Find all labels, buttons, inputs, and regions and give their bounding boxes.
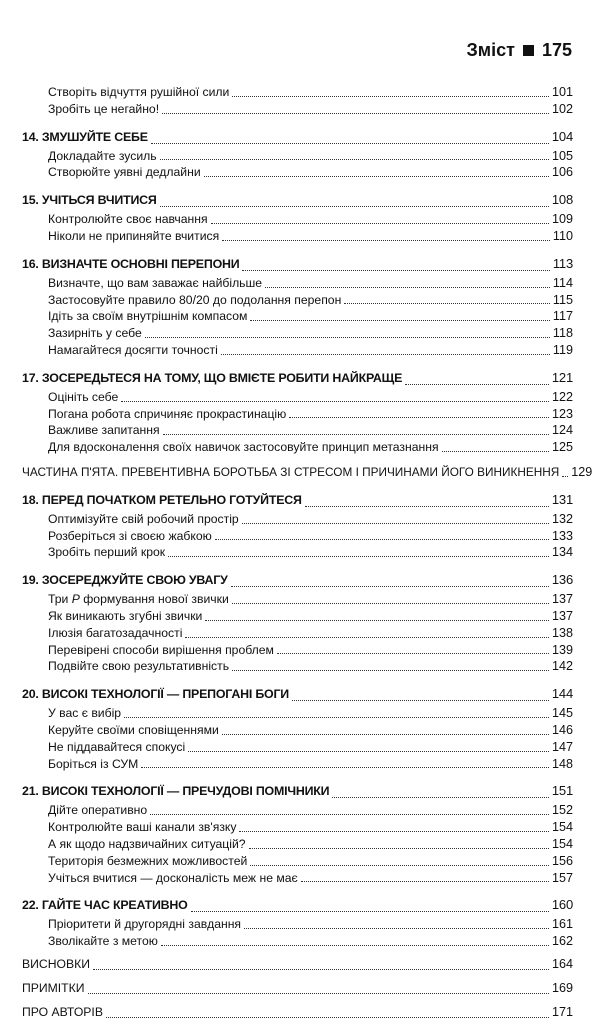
- dot-leader: [121, 401, 549, 402]
- dot-leader: [305, 506, 549, 507]
- toc-entry-title: ПРИМІТКИ: [22, 980, 85, 995]
- toc-entry-page: 117: [552, 309, 573, 324]
- dot-leader: [277, 653, 549, 654]
- dot-leader: [161, 945, 549, 946]
- dot-leader: [232, 96, 549, 97]
- toc-entry-page: 102: [551, 101, 573, 116]
- toc-entry-page: 114: [552, 275, 573, 290]
- toc-entry-page: 164: [551, 956, 573, 971]
- toc-entry-page: 160: [551, 897, 573, 913]
- dot-leader: [151, 143, 549, 144]
- toc-entry-page: 121: [551, 369, 573, 385]
- toc-entry-title: ПРО АВТОРІВ: [22, 1004, 103, 1019]
- toc-entry-page: 132: [551, 511, 573, 526]
- toc-entry: [22, 528, 573, 545]
- toc-entry-page: 134: [551, 545, 573, 560]
- toc-entry: [22, 464, 593, 481]
- toc-entry-title: Створюйте уявні дедлайни: [48, 165, 201, 180]
- toc-entry: [22, 933, 573, 950]
- dot-leader: [244, 928, 549, 929]
- toc-entry-title: 14. ЗМУШУЙТЕ СЕБЕ: [22, 129, 148, 144]
- toc-entry-title: Три Р формування нової звички: [48, 592, 229, 607]
- dot-leader: [106, 1017, 549, 1018]
- dot-leader: [289, 417, 549, 418]
- toc-entry-page: 157: [551, 870, 573, 885]
- toc-entry-page: 131: [551, 491, 573, 507]
- toc-entry-page: 109: [551, 212, 573, 227]
- toc-entry: [22, 389, 573, 406]
- toc-entry: [22, 211, 573, 228]
- dot-leader: [249, 848, 549, 849]
- toc-entry-page: 136: [551, 572, 573, 588]
- toc-entry: [22, 148, 573, 165]
- toc-entry-page: 125: [551, 440, 573, 455]
- toc-entry-title: Докладайте зусиль: [48, 148, 157, 163]
- toc-entry-title: 22. ГАЙТЕ ЧАС КРЕАТИВНО: [22, 898, 188, 913]
- dot-leader: [265, 287, 550, 288]
- page-number: 175: [541, 40, 572, 60]
- toc-entry-page: 108: [551, 192, 573, 208]
- toc-entry: [22, 342, 573, 359]
- toc-entry: [22, 406, 573, 423]
- toc-entry: [22, 625, 573, 642]
- toc-entry: [22, 756, 573, 773]
- toc-entry: [22, 164, 573, 181]
- toc-entry-title: Важливе запитання: [48, 423, 160, 438]
- toc-entry-title: Зволікайте з метою: [48, 934, 158, 949]
- dot-leader: [232, 670, 549, 671]
- toc-entry: [22, 802, 573, 819]
- dot-leader: [292, 700, 549, 701]
- dot-leader: [150, 814, 549, 815]
- toc-entry-title: Оптимізуйте свій робочий простір: [48, 511, 239, 526]
- dot-leader: [250, 320, 550, 321]
- toc-entry-title: Не піддавайтеся спокусі: [48, 739, 186, 754]
- toc-entry: [22, 228, 573, 245]
- toc-entry-title: Ніколи не припиняйте вчитися: [48, 228, 220, 243]
- toc-entry-page: 122: [551, 389, 573, 404]
- toc-entry: [22, 954, 573, 974]
- toc-entry-title: Керуйте своїми сповіщеннями: [48, 722, 219, 737]
- toc-entry-page: 169: [551, 980, 573, 995]
- toc-entry-page: 106: [551, 165, 573, 180]
- toc-entry-page: 142: [551, 659, 573, 674]
- dot-leader: [188, 751, 549, 752]
- dot-leader: [332, 797, 549, 798]
- toc-entry-title: А як щодо надзвичайних ситуацій?: [48, 836, 246, 851]
- toc-entry: [22, 739, 573, 756]
- toc-entry-page: 101: [551, 85, 573, 99]
- dot-leader: [168, 556, 549, 557]
- dot-leader: [88, 993, 549, 994]
- toc-entry-page: 115: [552, 292, 573, 307]
- dot-leader: [160, 159, 549, 160]
- toc-entry-page: 139: [551, 642, 573, 657]
- toc-entry-title: 19. ЗОСЕРЕДЖУЙТЕ СВОЮ УВАГУ: [22, 573, 228, 588]
- dot-leader: [222, 240, 550, 241]
- dot-leader: [191, 911, 549, 912]
- toc-entry-title: Учіться вчитися — досконалість меж не має: [48, 870, 298, 885]
- toc-entry: [22, 189, 573, 211]
- toc-entry-page: 129: [571, 464, 593, 479]
- dot-leader: [231, 586, 549, 587]
- toc-entry: [22, 325, 573, 342]
- toc-entry: [22, 308, 573, 325]
- toc-entry-page: 118: [552, 326, 573, 341]
- dot-leader: [215, 539, 549, 540]
- dot-leader: [239, 831, 549, 832]
- toc-entry-page: 110: [552, 228, 573, 243]
- toc-entry: [22, 642, 573, 659]
- toc-entry: [22, 722, 573, 739]
- dot-leader: [250, 865, 549, 866]
- dot-leader: [221, 354, 550, 355]
- toc-entry-title: Погана робота спричиняє прокрастинацію: [48, 406, 287, 421]
- toc-entry-page: 171: [551, 1004, 573, 1019]
- toc-entry-title: 15. УЧІТЬСЯ ВЧИТИСЯ: [22, 193, 157, 208]
- running-title: Зміст: [466, 40, 515, 60]
- toc-entry: [22, 916, 573, 933]
- toc-entry-page: 147: [551, 739, 573, 754]
- toc-entry-title: Зазирніть у себе: [48, 326, 142, 341]
- toc-entry-title: Подвійте свою результативність: [48, 659, 230, 674]
- toc-entry-page: 152: [551, 803, 573, 818]
- toc-entry: [22, 894, 573, 916]
- toc-entry: [22, 101, 573, 118]
- toc-entry: [22, 658, 573, 675]
- dot-leader: [163, 434, 549, 435]
- toc-entry: [22, 608, 573, 625]
- dot-leader: [162, 113, 549, 114]
- toc-entry: [22, 819, 573, 836]
- toc-entry: [22, 126, 573, 148]
- toc-entry-page: 119: [552, 342, 573, 357]
- toc-entry-title: Оцініть себе: [48, 389, 119, 404]
- dot-leader: [141, 767, 549, 768]
- toc-entry-title: ЧАСТИНА П'ЯТА. ПРЕВЕНТИВНА БОРОТЬБА ЗІ СТРЕСОМ І ПРИЧИНАМИ ЙОГО ВИНИКНЕННЯ: [22, 464, 560, 479]
- toc-entry: [22, 511, 573, 528]
- toc-entry-page: 154: [551, 820, 573, 835]
- dot-leader: [93, 969, 549, 970]
- toc-entry-page: 137: [551, 592, 573, 607]
- dot-leader: [232, 603, 549, 604]
- toc-entry: [22, 853, 573, 870]
- toc-entry-title: Ідіть за своїм внутрішнім компасом: [48, 309, 248, 324]
- dot-leader: [145, 337, 550, 338]
- toc-entry-title: Для вдосконалення своїх навичок застосовуйте принцип метазнання: [48, 440, 439, 455]
- toc-entry-title: 17. ЗОСЕРЕДЬТЕСЯ НА ТОМУ, ЩО ВМІЄТЕ РОБИТИ НАЙКРАЩЕ: [22, 370, 403, 385]
- dot-leader: [405, 384, 549, 385]
- toc-entry: [22, 84, 573, 101]
- toc-entry-page: 145: [551, 706, 573, 721]
- dot-leader: [222, 734, 549, 735]
- toc-entry: [22, 544, 573, 561]
- toc-entry-title: Намагайтеся досягти точності: [48, 342, 218, 357]
- toc-entry-page: 156: [551, 853, 573, 868]
- dot-leader: [185, 637, 549, 638]
- toc-entry: [22, 489, 573, 511]
- dot-leader: [124, 717, 549, 718]
- toc-entry: [22, 569, 573, 591]
- toc-entry-page: 104: [551, 128, 573, 144]
- toc-entry: [22, 292, 573, 309]
- toc-entry-title: Контролюйте ваші канали зв'язку: [48, 820, 237, 835]
- dot-leader: [160, 206, 549, 207]
- dot-leader: [442, 451, 549, 452]
- toc-entry-page: 137: [551, 608, 573, 623]
- toc-entry-page: 148: [551, 756, 573, 771]
- table-of-contents: [22, 84, 593, 1022]
- toc-entry: [22, 705, 573, 722]
- toc-entry-page: 161: [551, 917, 573, 932]
- toc-entry-page: 138: [551, 625, 573, 640]
- toc-entry-page: 124: [551, 423, 573, 438]
- toc-entry: [22, 439, 573, 456]
- toc-entry: [22, 836, 573, 853]
- toc-entry-title: Зробіть це негайно!: [48, 101, 160, 116]
- toc-entry-title: Дійте оперативно: [48, 803, 148, 818]
- toc-entry-title: Перевірені способи вирішення проблем: [48, 642, 274, 657]
- dot-leader: [205, 620, 549, 621]
- toc-entry-title: Створіть відчуття рушійної сили: [48, 85, 230, 99]
- toc-entry-title: Пріоритети й другорядні завдання: [48, 917, 242, 932]
- toc-entry: [22, 275, 573, 292]
- toc-entry-title: 18. ПЕРЕД ПОЧАТКОМ РЕТЕЛЬНО ГОТУЙТЕСЯ: [22, 492, 302, 507]
- toc-entry-title: У вас є вибір: [48, 706, 122, 721]
- dot-leader: [242, 270, 549, 271]
- toc-entry-title: ВИСНОВКИ: [22, 956, 90, 971]
- toc-entry-page: 105: [551, 148, 573, 163]
- toc-entry-page: 123: [551, 406, 573, 421]
- toc-entry-page: 144: [551, 686, 573, 702]
- dot-leader: [204, 176, 549, 177]
- square-bullet-icon: [523, 45, 534, 56]
- toc-entry-title: 20. ВИСОКІ ТЕХНОЛОГІЇ — ПРЕПОГАНІ БОГИ: [22, 687, 289, 702]
- toc-entry-title: Територія безмежних можливостей: [48, 853, 248, 868]
- toc-entry: [22, 1002, 573, 1022]
- dot-leader: [562, 476, 568, 477]
- toc-entry-page: 146: [551, 722, 573, 737]
- toc-entry-title: Ілюзія багатозадачності: [48, 625, 183, 640]
- toc-entry-title: Визначте, що вам заважає найбільше: [48, 275, 263, 290]
- toc-entry-title: Як виникають згубні звички: [48, 608, 203, 623]
- toc-entry: [22, 422, 573, 439]
- toc-entry: [22, 780, 573, 802]
- toc-entry: [22, 367, 573, 389]
- toc-entry-title: Зробіть перший крок: [48, 545, 166, 560]
- toc-entry-title: Боріться із СУМ: [48, 756, 139, 771]
- dot-leader: [301, 881, 549, 882]
- toc-entry-page: 113: [552, 255, 573, 271]
- page-header: [467, 40, 572, 61]
- toc-entry: [22, 978, 573, 998]
- toc-entry-title: Розберіться зі своєю жабкою: [48, 528, 212, 543]
- toc-entry-title: 16. ВИЗНАЧТЕ ОСНОВНІ ПЕРЕПОНИ: [22, 256, 240, 271]
- toc-entry: [22, 683, 573, 705]
- dot-leader: [344, 303, 550, 304]
- toc-entry-page: 162: [551, 934, 573, 949]
- dot-leader: [211, 223, 549, 224]
- toc-entry-page: 133: [551, 528, 573, 543]
- toc-entry-page: 151: [551, 783, 573, 799]
- toc-entry-title: 21. ВИСОКІ ТЕХНОЛОГІЇ — ПРЕЧУДОВІ ПОМІЧНИКИ: [22, 784, 330, 799]
- toc-entry: [22, 591, 573, 608]
- toc-entry-title: Застосовуйте правило 80/20 до подолання перепон: [48, 292, 342, 307]
- toc-entry-title: Контролюйте своє навчання: [48, 212, 208, 227]
- dot-leader: [242, 523, 549, 524]
- toc-entry: [22, 253, 573, 275]
- toc-entry: [22, 870, 573, 887]
- toc-entry-page: 154: [551, 836, 573, 851]
